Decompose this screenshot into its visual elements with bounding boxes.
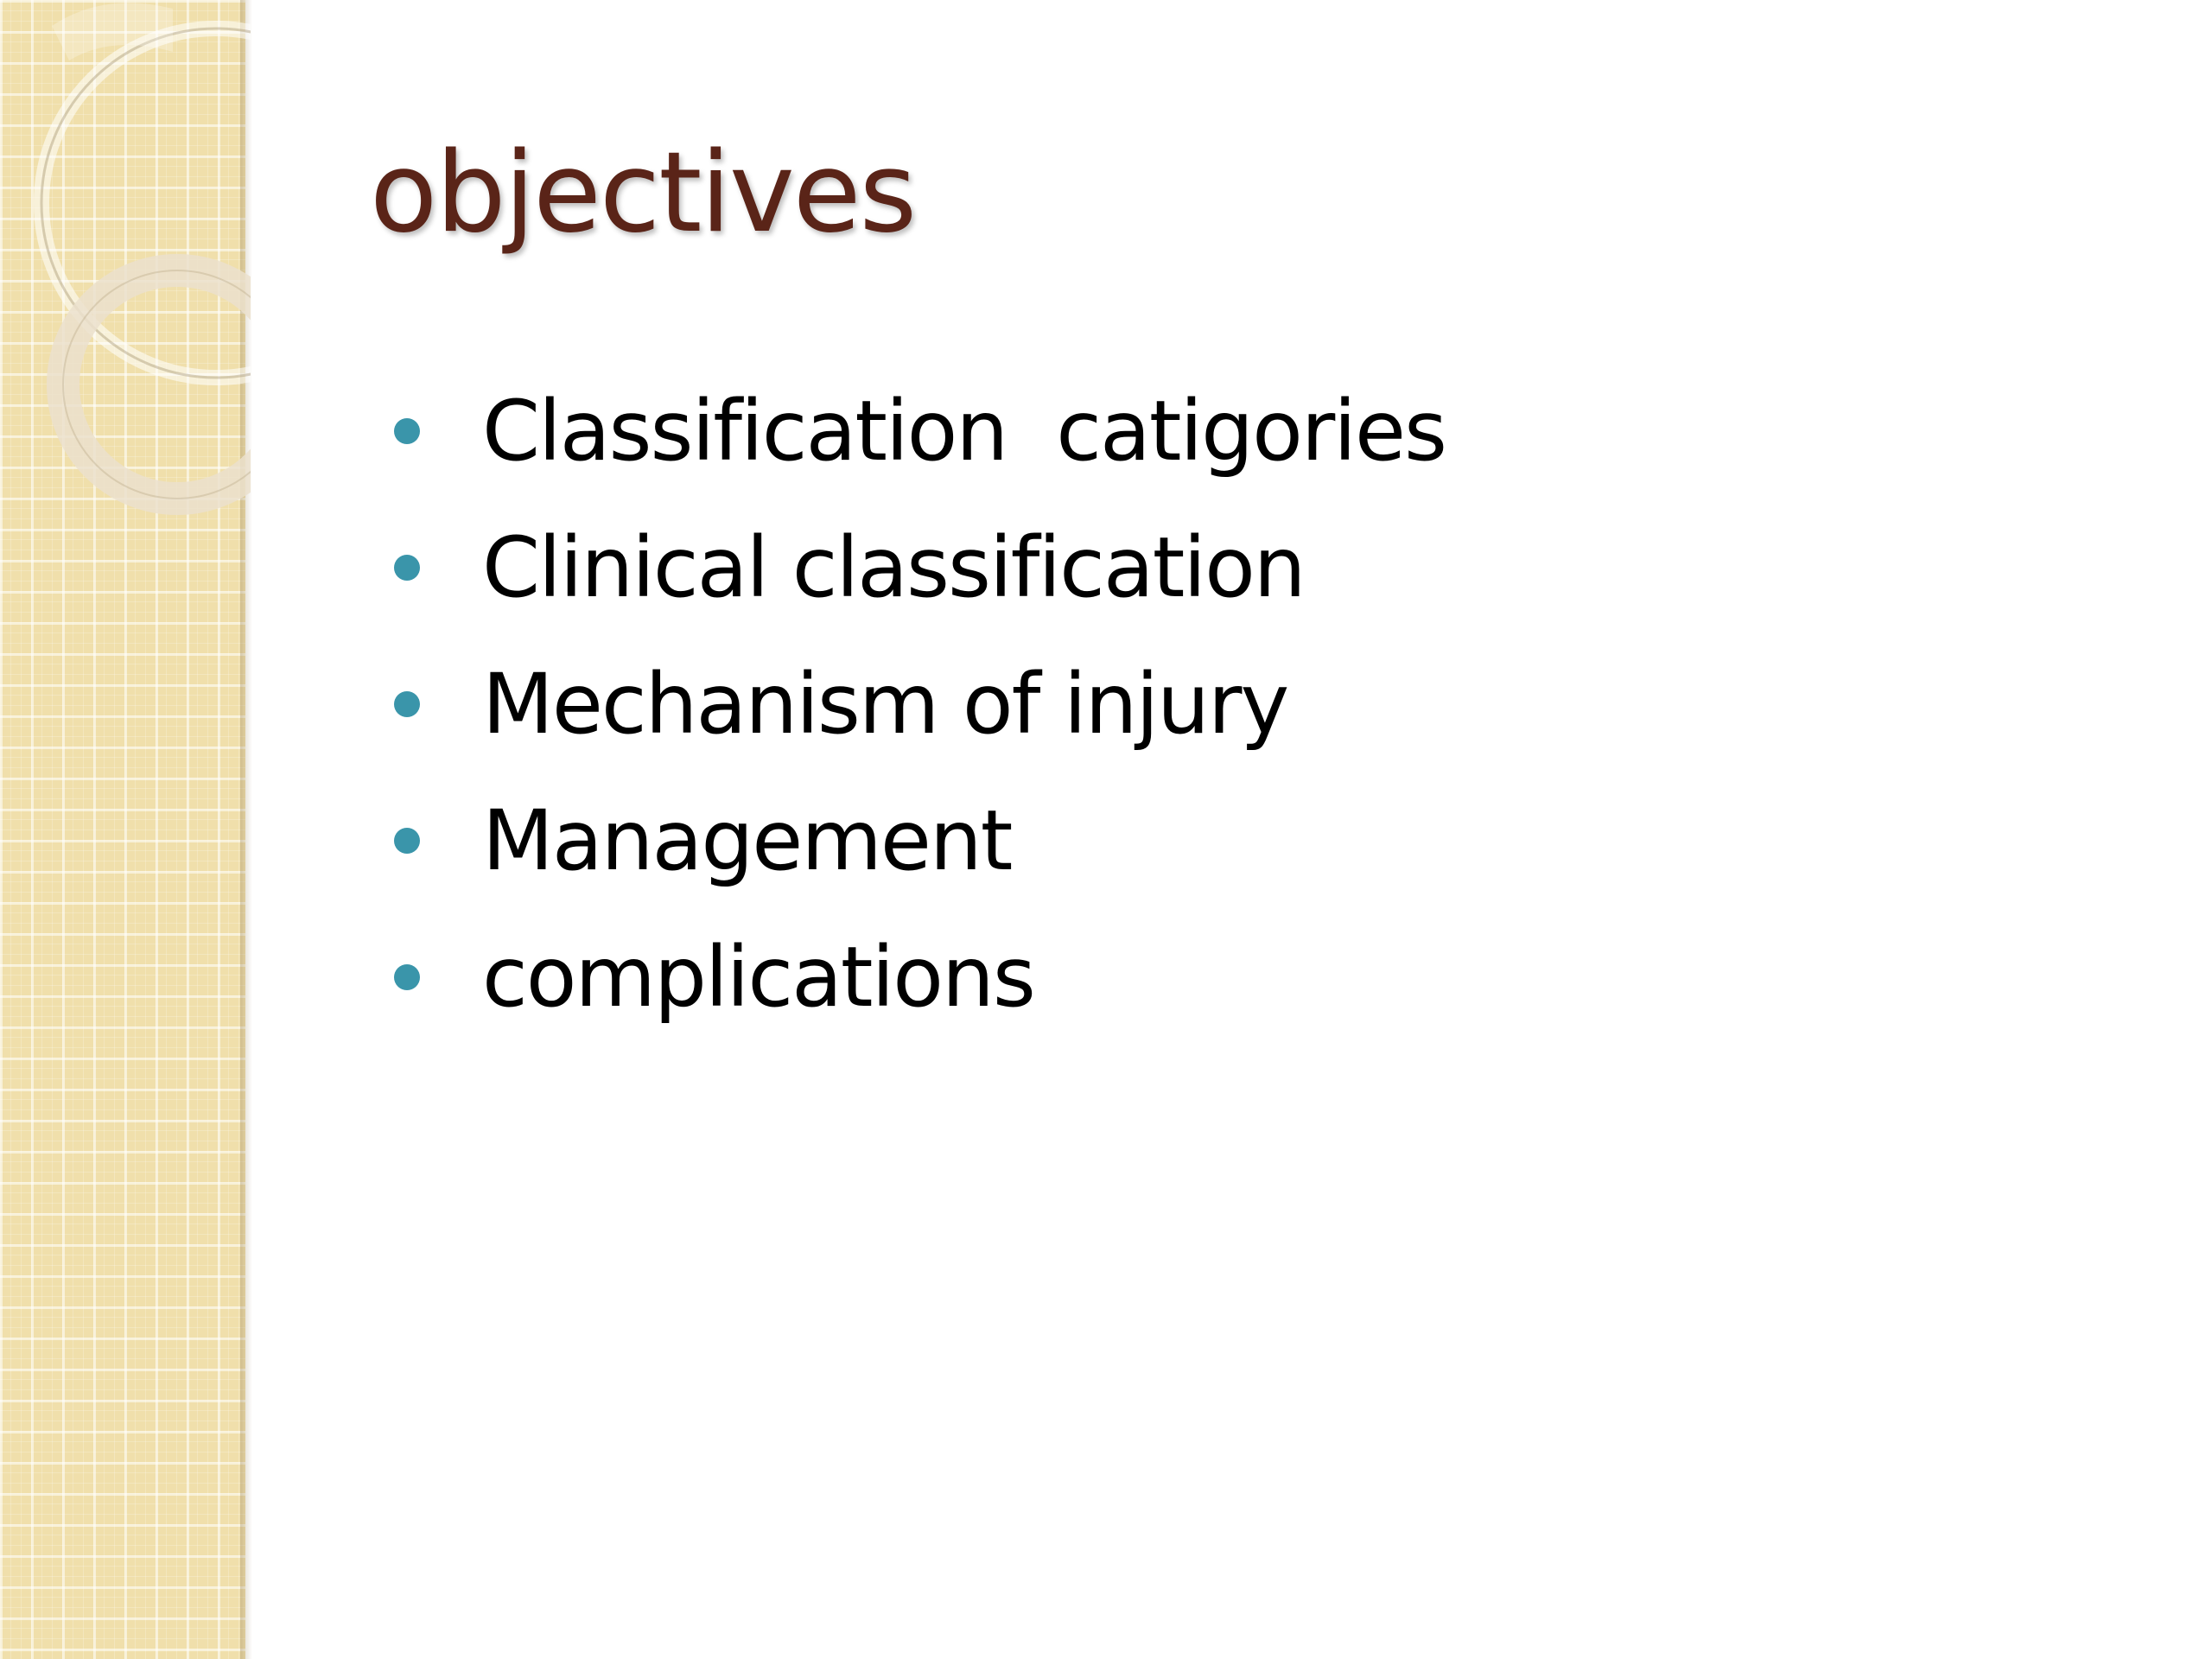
bullet-list — [394, 363, 1446, 1046]
bullet-text: Classification catigories — [482, 383, 1446, 480]
bullet-text: Clinical classification — [482, 519, 1305, 616]
bullet-dot-icon — [394, 555, 420, 581]
bullet-item — [394, 909, 1446, 1046]
bullet-dot-icon — [394, 691, 420, 717]
slide-title: objectives — [370, 129, 916, 257]
bullet-dot-icon — [394, 828, 420, 854]
bullet-text: Mechanism of injury — [482, 656, 1288, 753]
bullet-dot-icon — [394, 418, 420, 444]
bullet-dot-icon — [394, 964, 420, 990]
bullet-item — [394, 772, 1446, 909]
bullet-item — [394, 499, 1446, 636]
bullet-text: Management — [482, 792, 1012, 889]
bullet-item — [394, 636, 1446, 772]
decorative-rings — [0, 0, 251, 553]
bullet-text: complications — [482, 929, 1034, 1026]
ring-highlight — [52, 3, 173, 60]
bullet-item — [394, 363, 1446, 499]
